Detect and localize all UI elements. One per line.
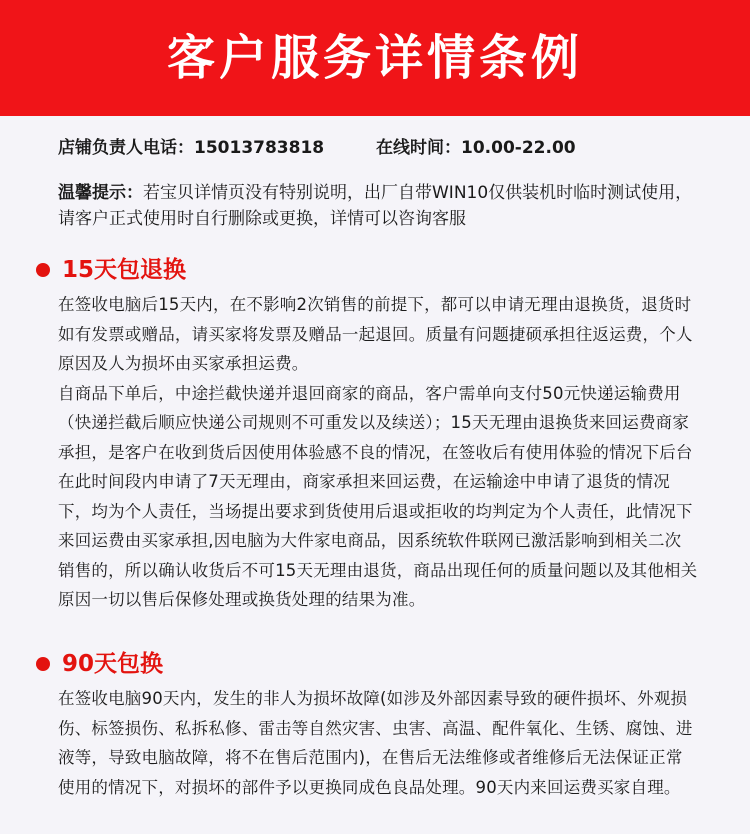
bullet-dot-icon <box>36 657 50 671</box>
section-body-90-day <box>58 684 698 802</box>
page-title: 客户服务详情条例 <box>166 30 583 86</box>
phone-info <box>58 136 324 160</box>
notice-label: 温馨提示： <box>58 183 143 203</box>
section-title: 90天包换 <box>62 651 164 677</box>
notice-text: 若宝贝详情页没有特别说明，出厂自带WIN10仅供装机时临时测试使用，请客户正式使用时自行删除或更换，详情可以咨询客服 <box>58 183 693 229</box>
header-banner <box>0 0 750 116</box>
section-title: 15天包退换 <box>62 257 187 283</box>
section-paragraph: 自商品下单后，中途拦截快递并退回商家的商品，客户需单向支付50元快递运输费用（快递拦截后顺应快递公司规则不可重发以及续送）；15天无理由退换货来回运费商家承担，是客户在收到货后因使用体验感不良的情况，在签收后有使用体验的情况下后台在此时间段内申请了7天无理由，商家承担来回运费，在运输途中申请了退货的情况下，均为个人责任，当场提出要求到货使用后退或拒收的均判定为个人责任，此情况下来回运费由买家承担,因电脑为大件家电商品，因系统软件联网已激活影响到相关二次销售的，所以确认收货后不可15天无理由退货，商品出现任何的质量问题以及其他相关原因一切以售后保修处理或换货处理的结果为准。 <box>58 383 698 609</box>
hours-value: 10.00-22.00 <box>461 138 576 158</box>
section-heading-90-day <box>36 647 163 681</box>
phone-label: 店铺负责人电话： <box>58 138 194 158</box>
notice <box>58 180 698 232</box>
section-paragraph: 在签收电脑90天内，发生的非人为损坏故障(如涉及外部因素导致的硬件损坏、外观损伤、标签损伤、私拆私修、雷击等自然灾害、虫害、高温、配件氧化、生锈、腐蚀、进液等，导致电脑故障，将不在售后范围内)，在售后无法维修或者维修后无法保证正常使用的情况下，对损坏的部件予以更换同成色良品处理。90天内来回运费买家自理。 <box>58 689 693 797</box>
section-paragraph: 在签收电脑后15天内，在不影响2次销售的前提下，都可以申请无理由退换货，退货时如有发票或赠品，请买家将发票及赠品一起退回。质量有问题捷硕承担往返运费，个人原因及人为损坏由买家承担运费。 <box>58 295 693 373</box>
phone-number: 15013783818 <box>194 138 325 158</box>
hours-info <box>376 136 576 160</box>
contact-info <box>58 136 718 160</box>
section-heading-15-day <box>36 253 186 287</box>
bullet-dot-icon <box>36 263 50 277</box>
hours-label: 在线时间： <box>376 138 461 158</box>
section-body-15-day <box>58 290 698 615</box>
